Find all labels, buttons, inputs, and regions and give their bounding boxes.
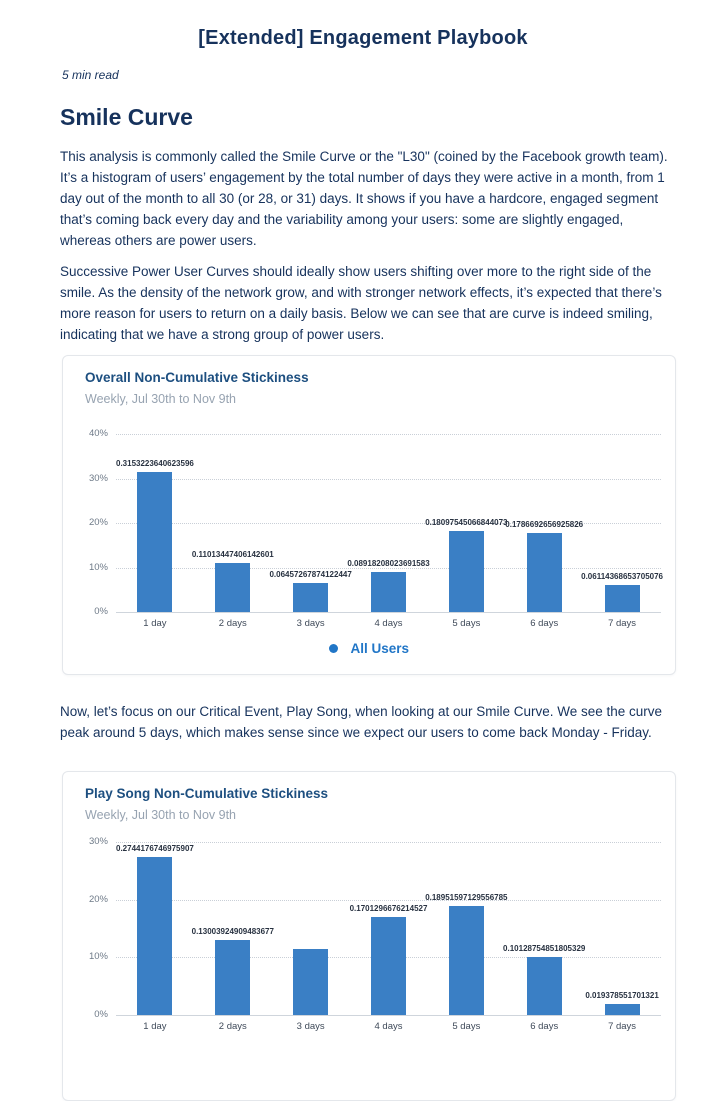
- bar[interactable]: [371, 572, 406, 612]
- bar[interactable]: [527, 957, 562, 1015]
- bar-value-label: 0.06457267874122447: [269, 570, 352, 580]
- bar[interactable]: [449, 906, 484, 1015]
- bar-value-label: 0.18097545066844073: [425, 518, 508, 528]
- y-axis-label: 30%: [88, 472, 108, 484]
- x-axis-label: 7 days: [608, 1021, 637, 1032]
- bar-value-label: 0.13003924909483677: [191, 927, 274, 937]
- bar[interactable]: [293, 949, 328, 1015]
- x-axis-label: 6 days: [530, 1021, 559, 1032]
- bar-value-label: 0.18951597129556785: [425, 892, 508, 902]
- x-axis-label: 4 days: [374, 618, 403, 629]
- bar[interactable]: [215, 940, 250, 1015]
- gridline: [116, 842, 661, 843]
- x-axis-label: 6 days: [530, 618, 559, 629]
- read-time: 5 min read: [62, 68, 119, 82]
- legend-dot-icon: [329, 644, 338, 653]
- bar-value-label: 0.08918208023691583: [347, 559, 430, 569]
- x-axis-label: 3 days: [296, 618, 325, 629]
- y-axis-label: 20%: [88, 517, 108, 528]
- bar-value-label: 0.10128754851805329: [503, 943, 586, 953]
- bar[interactable]: [215, 563, 250, 612]
- y-axis-label: 0%: [94, 606, 108, 617]
- x-axis-label: 4 days: [374, 1021, 403, 1032]
- legend-label: All Users: [350, 641, 409, 657]
- gridline: [116, 900, 661, 901]
- bar[interactable]: [293, 583, 328, 612]
- gridline: [116, 434, 661, 435]
- x-axis-label: 3 days: [296, 1021, 325, 1032]
- y-axis-label: 0%: [94, 1009, 108, 1020]
- chart-card-play-song-stickiness: [62, 771, 676, 1101]
- page-title: [Extended] Engagement Playbook: [198, 27, 528, 49]
- chart-card-overall-stickiness: [62, 355, 676, 675]
- bar-value-label: 0.06114368653705076: [581, 571, 663, 581]
- paragraph: Successive Power User Curves should ideally show users shifting over more to the right side of the smile. As the density of the network grow, and with stronger network effects, it’s expected that there’s more reason for users to return on a daily basis. Below we can see that are curve is indeed smiling, indicating that we have a strong group of power users.: [60, 264, 662, 342]
- bar[interactable]: [527, 533, 562, 613]
- chart-title: Play Song Non-Cumulative Stickiness: [85, 786, 329, 801]
- bar-value-label: 0.1701296676214527: [349, 903, 428, 913]
- bar-chart-plot: [88, 428, 663, 629]
- section-heading: Smile Curve: [60, 104, 193, 130]
- x-axis-label: 1 day: [143, 618, 167, 629]
- gridline: [116, 1015, 661, 1016]
- bar-chart-plot: [88, 836, 661, 1032]
- bar-value-label: 0.11013447406142601: [191, 550, 274, 559]
- bar-value-label: 0.2744176746975907: [115, 843, 194, 853]
- bar-value-label: 0.1786692656925826: [505, 519, 584, 529]
- bar[interactable]: [605, 585, 640, 612]
- legend-item-all-users[interactable]: [329, 640, 409, 658]
- x-axis-label: 2 days: [218, 618, 247, 629]
- bar[interactable]: [137, 472, 172, 612]
- bar-value-label: 0.019378551701321: [585, 990, 659, 1000]
- bar[interactable]: [449, 531, 484, 612]
- y-axis-label: 10%: [88, 561, 108, 573]
- gridline: [116, 612, 661, 613]
- bar[interactable]: [605, 1004, 640, 1015]
- x-axis-label: 5 days: [452, 1021, 481, 1032]
- y-axis-label: 20%: [88, 893, 108, 905]
- chart-legend: [63, 640, 675, 658]
- y-axis-label: 40%: [88, 428, 108, 439]
- x-axis-label: 7 days: [608, 618, 637, 629]
- bar-value-label: 0.3153223640623596: [115, 458, 194, 468]
- chart-title: Overall Non-Cumulative Stickiness: [85, 370, 309, 385]
- chart-subtitle: Weekly, Jul 30th to Nov 9th: [85, 808, 237, 822]
- bar[interactable]: [371, 917, 406, 1015]
- y-axis-label: 30%: [88, 836, 108, 847]
- gridline: [116, 479, 661, 480]
- x-axis-label: 1 day: [143, 1021, 167, 1032]
- bar[interactable]: [137, 857, 172, 1015]
- x-axis-label: 2 days: [218, 1021, 247, 1032]
- x-axis-label: 5 days: [452, 618, 481, 629]
- y-axis-label: 10%: [88, 951, 108, 963]
- paragraph: Now, let’s focus on our Critical Event, Play Song, when looking at our Smile Curve. We see the curve peak around 5 days, which makes sense since we expect our users to come back Monday - Friday.: [60, 704, 663, 740]
- chart-subtitle: Weekly, Jul 30th to Nov 9th: [85, 392, 237, 406]
- paragraph: This analysis is commonly called the Smile Curve or the "L30" (coined by the Facebook growth team). It’s a histogram of users’ engagement by the total number of days they were active in a month, from 1 day out of the month to all 30 (or 28, or 31) days. It shows if you have a hardcore, engaged segment that’s coming back every day and the variability among your users: some are slightly engaged, whereas others are power users.: [60, 149, 668, 248]
